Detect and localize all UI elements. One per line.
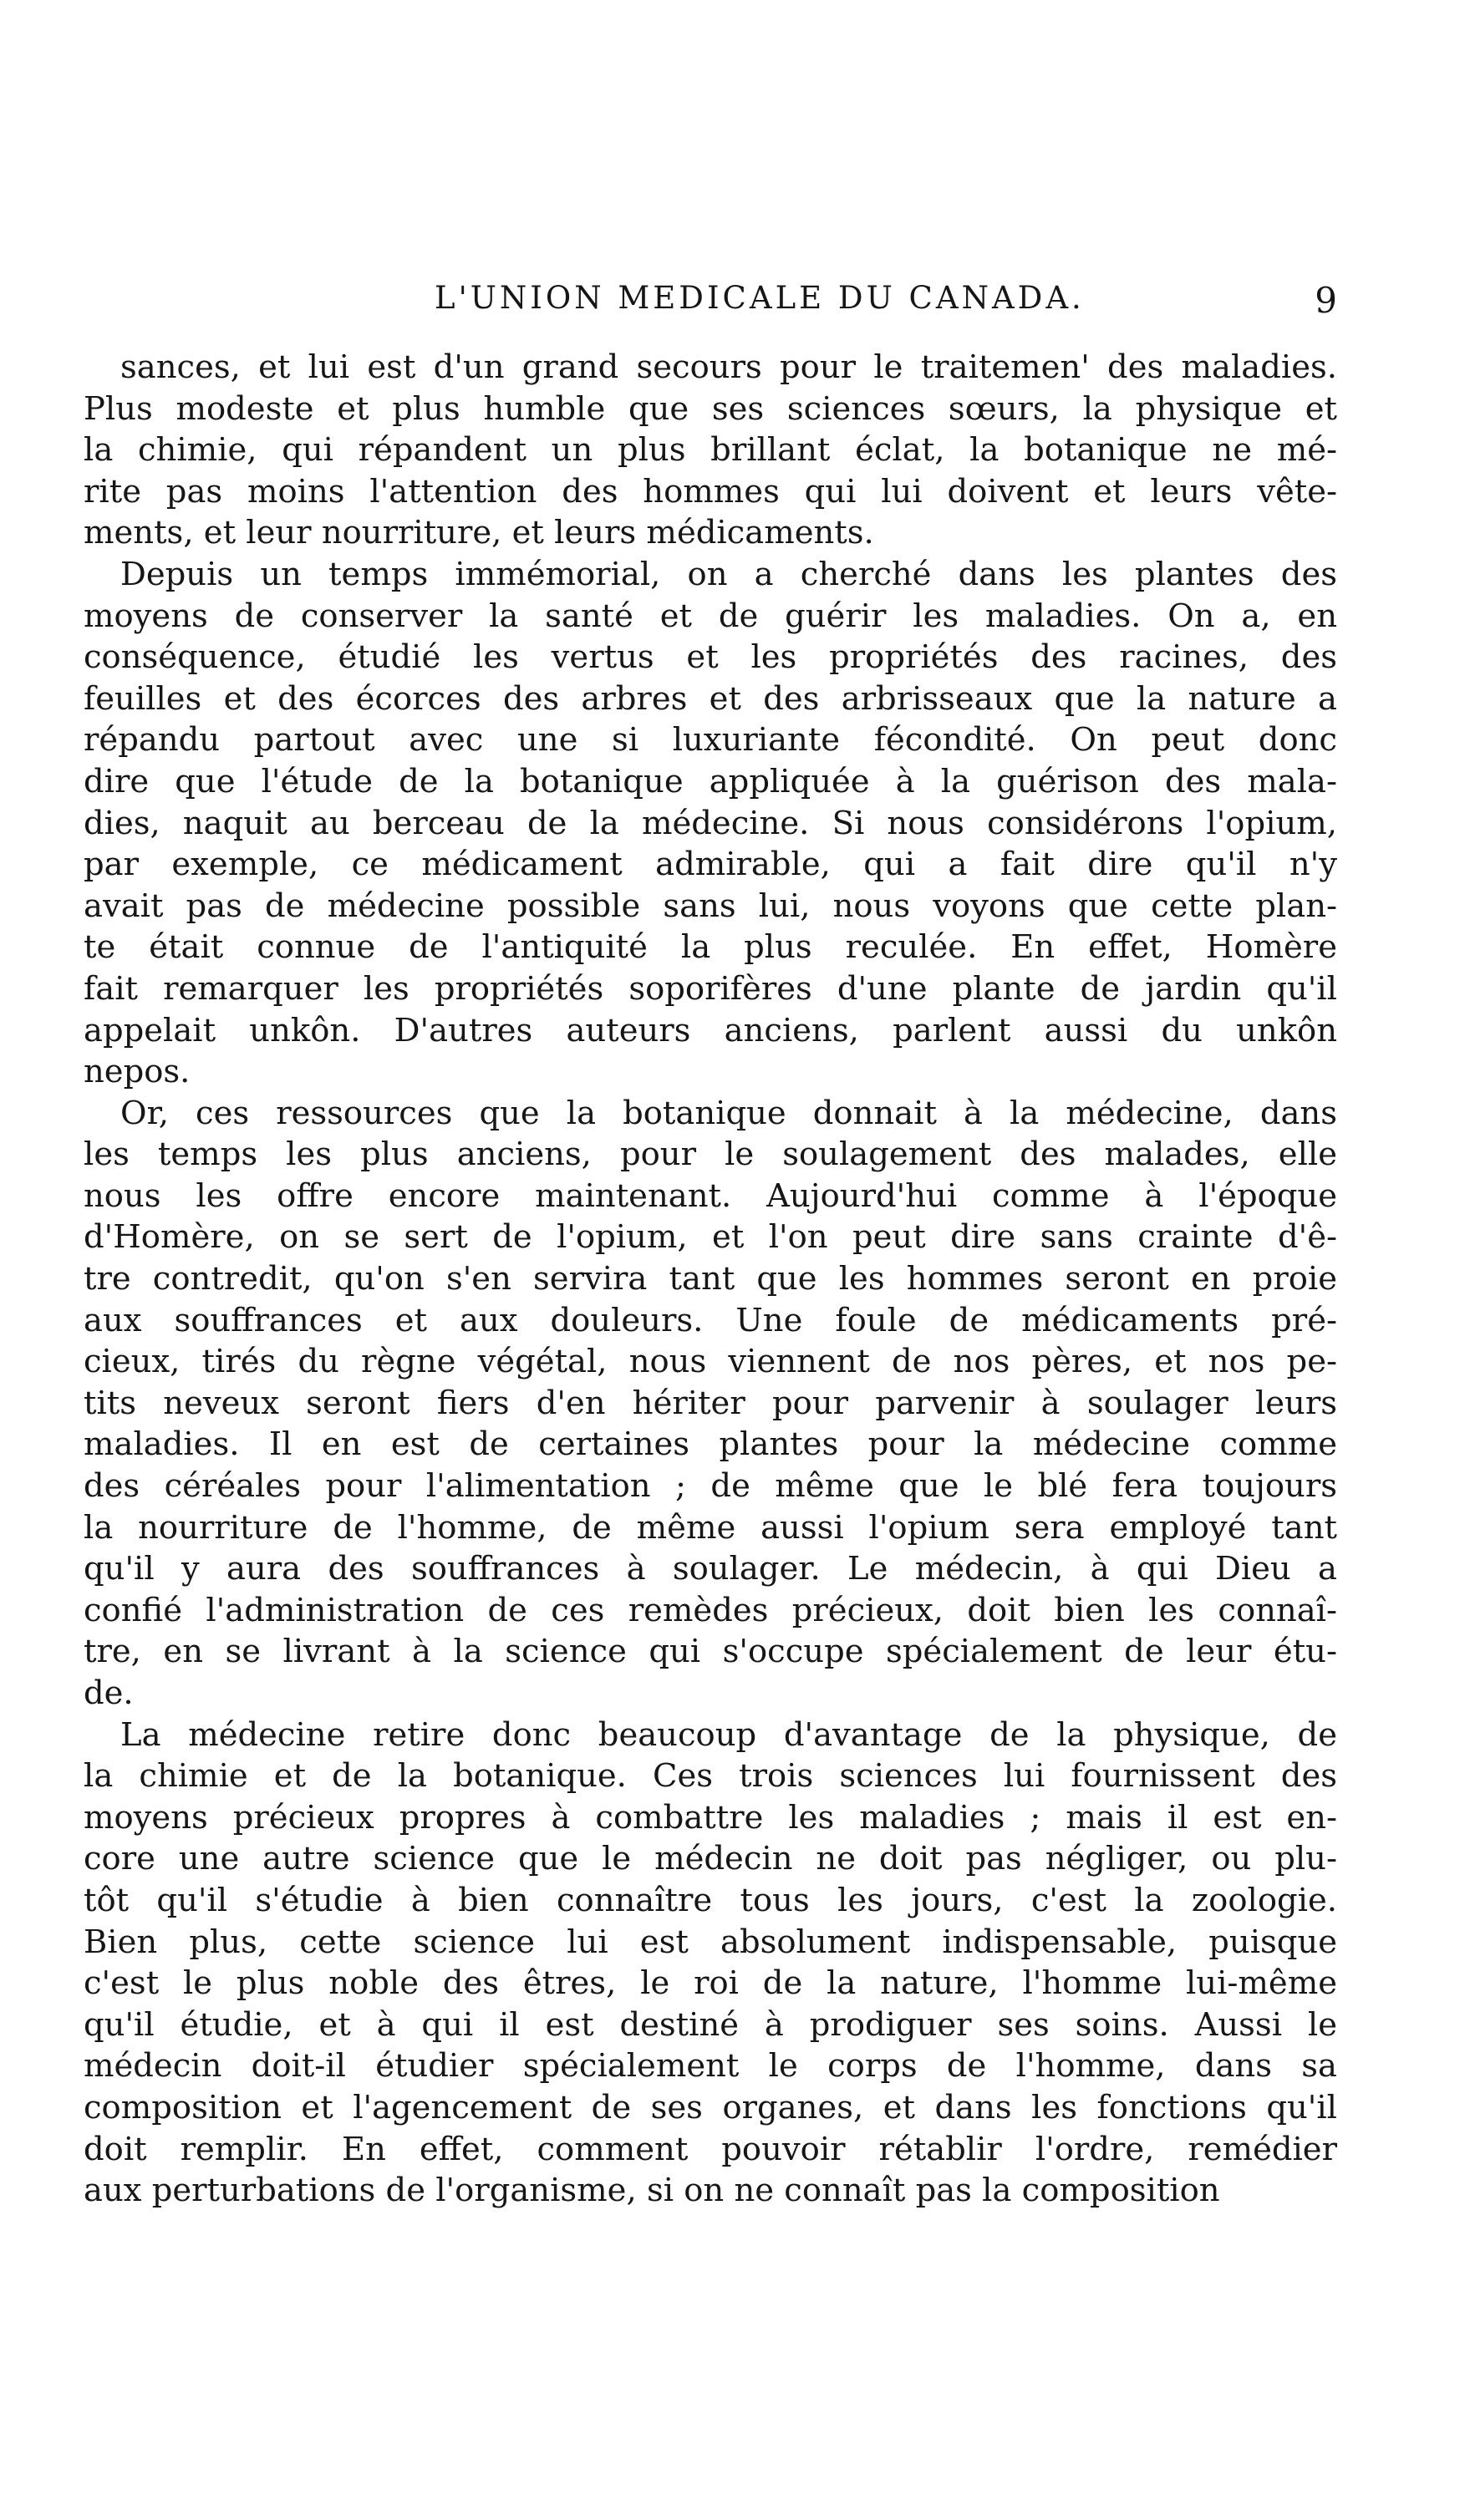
text-line: la chimie, qui répandent un plus brillant éclat, la botanique ne mé- bbox=[84, 431, 1337, 470]
text-line: la nourriture de l'homme, de même aussi l'opium sera employé tant bbox=[84, 1508, 1337, 1547]
text-line: nepos. bbox=[84, 1053, 191, 1091]
text-line: de. bbox=[84, 1674, 134, 1712]
paragraph bbox=[84, 1715, 1337, 2212]
text-line: La médecine retire donc beaucoup d'avantage de la physique, de bbox=[120, 1715, 1337, 1754]
text-line: Plus modeste et plus humble que ses sciences sœurs, la physique et bbox=[84, 389, 1337, 428]
text-line: médecin doit-il étudier spécialement le corps de l'homme, dans sa bbox=[84, 2047, 1337, 2086]
body-text bbox=[84, 347, 1337, 2212]
text-line: appelait unkôn. D'autres auteurs anciens, parlent aussi du unkôn bbox=[84, 1011, 1337, 1049]
text-line: composition et l'agencement de ses organes, et dans les fonctions qu'il bbox=[84, 2088, 1337, 2126]
text-line: des céréales pour l'alimentation ; de même que le blé fera toujours bbox=[84, 1467, 1337, 1506]
text-line: ments, et leur nourriture, et leurs médicaments. bbox=[84, 514, 874, 552]
page-header bbox=[84, 280, 1337, 322]
page-number: 9 bbox=[1315, 280, 1337, 321]
paragraph bbox=[84, 347, 1337, 554]
text-line: tôt qu'il s'étudie à bien connaître tous les jours, c'est la zoologie. bbox=[84, 1881, 1337, 1919]
text-line: Bien plus, cette science lui est absolument indispensable, puisque bbox=[84, 1923, 1337, 1961]
text-line: sances, et lui est d'un grand secours pour le traitemen' des maladies. bbox=[120, 348, 1337, 386]
text-line: dire que l'étude de la botanique appliquée à la guérison des mala- bbox=[84, 762, 1337, 800]
text-line: confié l'administration de ces remèdes précieux, doit bien les connaî- bbox=[84, 1591, 1337, 1629]
paragraph bbox=[84, 554, 1337, 1093]
text-line: tre contredit, qu'on s'en servira tant que les hommes seront en proie bbox=[84, 1260, 1337, 1298]
text-line: te était connue de l'antiquité la plus reculée. En effet, Homère bbox=[84, 928, 1337, 967]
text-line: doit remplir. En effet, comment pouvoir rétablir l'ordre, remédier bbox=[84, 2130, 1337, 2168]
text-line: les temps les plus anciens, pour le soulagement des malades, elle bbox=[84, 1136, 1337, 1174]
text-line: Or, ces ressources que la botanique donnait à la médecine, dans bbox=[120, 1094, 1337, 1132]
text-line: avait pas de médecine possible sans lui, nous voyons que cette plan- bbox=[84, 887, 1337, 925]
text-line: tits neveux seront fiers d'en hériter pour parvenir à soulager leurs bbox=[84, 1384, 1337, 1422]
text-line: aux souffrances et aux douleurs. Une foule de médicaments pré- bbox=[84, 1301, 1337, 1339]
paragraph bbox=[84, 1093, 1337, 1715]
text-line: maladies. Il en est de certaines plantes pour la médecine comme bbox=[84, 1425, 1337, 1464]
text-line: feuilles et des écorces des arbres et des arbrisseaux que la nature a bbox=[84, 679, 1337, 718]
text-line: Depuis un temps immémorial, on a cherché dans les plantes des bbox=[120, 555, 1337, 593]
text-line: moyens précieux propres à combattre les maladies ; mais il est en- bbox=[84, 1798, 1337, 1837]
text-line: par exemple, ce médicament admirable, qui a fait dire qu'il n'y bbox=[84, 846, 1337, 884]
text-line: répandu partout avec une si luxuriante fécondité. On peut donc bbox=[84, 721, 1337, 760]
text-line: nous les offre encore maintenant. Aujourd'hui comme à l'époque bbox=[84, 1176, 1337, 1215]
text-line: qu'il y aura des souffrances à soulager. Le médecin, à qui Dieu a bbox=[84, 1550, 1337, 1588]
text-line: rite pas moins l'attention des hommes qui lui doivent et leurs vête- bbox=[84, 472, 1337, 511]
text-line: conséquence, étudié les vertus et les propriétés des racines, des bbox=[84, 638, 1337, 677]
text-line: d'Homère, on se sert de l'opium, et l'on peut dire sans crainte d'ê- bbox=[84, 1218, 1337, 1257]
text-line: aux perturbations de l'organisme, si on ne connaît pas la composition bbox=[84, 2172, 1220, 2210]
running-head: L'UNION MEDICALE DU CANADA. bbox=[435, 280, 1085, 316]
text-line: la chimie et de la botanique. Ces trois sciences lui fournissent des bbox=[84, 1757, 1337, 1796]
text-line: dies, naquit au berceau de la médecine. Si nous considérons l'opium, bbox=[84, 804, 1337, 842]
text-line: core une autre science que le médecin ne doit pas négliger, ou plu- bbox=[84, 1840, 1337, 1878]
text-line: tre, en se livrant à la science qui s'occupe spécialement de leur étu- bbox=[84, 1633, 1337, 1671]
text-line: cieux, tirés du règne végétal, nous viennent de nos pères, et nos pe- bbox=[84, 1343, 1337, 1381]
text-line: moyens de conserver la santé et de guérir les maladies. On a, en bbox=[84, 597, 1337, 635]
text-line: c'est le plus noble des êtres, le roi de la nature, l'homme lui-même bbox=[84, 1964, 1337, 2003]
text-line: fait remarquer les propriétés soporifères d'une plante de jardin qu'il bbox=[84, 969, 1337, 1008]
text-line: qu'il étudie, et à qui il est destiné à prodiguer ses soins. Aussi le bbox=[84, 2005, 1337, 2044]
